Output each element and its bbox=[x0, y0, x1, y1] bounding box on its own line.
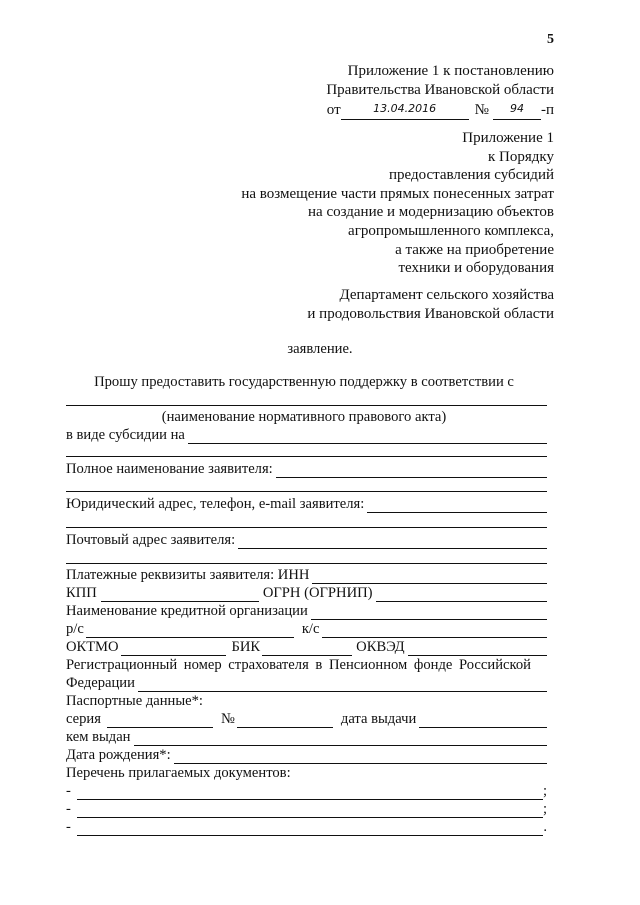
issue-date-field[interactable] bbox=[419, 714, 547, 728]
birth-date-field[interactable] bbox=[174, 750, 547, 764]
issue-date-label: дата выдачи bbox=[340, 711, 417, 727]
issued-by-line bbox=[66, 728, 547, 746]
annex-order-line: предоставления субсидий bbox=[388, 167, 554, 184]
document-item bbox=[66, 782, 547, 800]
legal-address-field[interactable] bbox=[367, 499, 547, 513]
annex-order bbox=[241, 129, 554, 278]
ogrn-label: ОГРН (ОГРНИП) bbox=[262, 585, 373, 601]
subsidy-label: в виде субсидии на bbox=[66, 427, 185, 443]
document-item-field[interactable] bbox=[77, 804, 543, 818]
series-field[interactable] bbox=[107, 714, 213, 728]
okved-field[interactable] bbox=[408, 642, 547, 656]
pension-reg-line2 bbox=[66, 674, 547, 692]
passport-series-line bbox=[66, 710, 547, 728]
addressee-line: Департамент сельского хозяйства bbox=[339, 287, 554, 303]
decree-number-value: 94 bbox=[509, 102, 524, 116]
document-item-field[interactable] bbox=[77, 822, 543, 836]
decree-date-number-line bbox=[326, 99, 554, 120]
decree-number-field bbox=[493, 99, 541, 120]
legal-address-label: Юридический адрес, телефон, e-mail заявителя: bbox=[66, 496, 365, 512]
passport-number-label: № bbox=[220, 711, 235, 727]
passport-label: Паспортные данные*: bbox=[66, 693, 203, 709]
corr-account-field[interactable] bbox=[322, 624, 547, 638]
decree-date-value: 13.04.2016 bbox=[373, 102, 437, 116]
kpp-field[interactable] bbox=[101, 588, 259, 602]
birth-date-line bbox=[66, 746, 547, 764]
act-caption: (наименование нормативного правового акта) bbox=[161, 409, 447, 425]
doc-title: заявление. bbox=[287, 341, 353, 357]
bank-label: Наименование кредитной организации bbox=[66, 603, 308, 619]
ogrn-field[interactable] bbox=[376, 588, 547, 602]
full-name-field[interactable] bbox=[276, 464, 547, 478]
postal-address-label: Почтовый адрес заявителя: bbox=[66, 532, 236, 548]
full-name-line bbox=[66, 460, 547, 478]
subsidy-line bbox=[66, 426, 547, 444]
document-item-dash: - bbox=[66, 783, 71, 799]
postal-address-field[interactable] bbox=[238, 535, 547, 549]
decree-date-field bbox=[341, 99, 469, 120]
document-item-dash: - bbox=[66, 819, 71, 835]
document-item bbox=[66, 800, 547, 818]
issued-by-label: кем выдан bbox=[66, 729, 131, 745]
document-item-dash: - bbox=[66, 801, 71, 817]
pension-reg-field[interactable] bbox=[138, 678, 547, 692]
documents-label: Перечень прилагаемых документов: bbox=[66, 765, 291, 781]
annex-decree-line2: Правительства Ивановской области bbox=[326, 81, 554, 98]
account-field[interactable] bbox=[86, 624, 294, 638]
annex-decree-line1: Приложение 1 к постановлению bbox=[347, 63, 554, 79]
subsidy-field-cont[interactable] bbox=[66, 456, 547, 457]
bik-label: БИК bbox=[231, 639, 261, 655]
inn-field[interactable] bbox=[312, 570, 547, 584]
document-item-end: ; bbox=[542, 801, 547, 817]
full-name-label: Полное наименование заявителя: bbox=[66, 461, 273, 477]
annex-order-line: на создание и модернизацию объектов bbox=[308, 204, 554, 221]
annex-decree bbox=[326, 62, 554, 120]
bank-line bbox=[66, 602, 547, 620]
pension-reg-label: Регистрационный номер страхователя в Пенсионном фонде Российской bbox=[66, 657, 531, 673]
documents-heading-line bbox=[66, 764, 547, 782]
series-label: серия bbox=[66, 711, 101, 727]
birth-date-label: Дата рождения*: bbox=[66, 747, 171, 763]
accounts-line bbox=[66, 620, 547, 638]
annex-order-line: на возмещение части прямых понесенных затрат bbox=[241, 185, 554, 202]
legal-address-field-cont[interactable] bbox=[66, 527, 547, 528]
postal-address-field-cont[interactable] bbox=[66, 563, 547, 564]
codes-line bbox=[66, 638, 547, 656]
document-item bbox=[66, 818, 547, 836]
passport-number-field[interactable] bbox=[237, 714, 333, 728]
full-name-field-cont[interactable] bbox=[66, 491, 547, 492]
addressee bbox=[307, 286, 554, 323]
bik-field[interactable] bbox=[262, 642, 352, 656]
pension-reg-label-cont: Федерации bbox=[66, 675, 135, 691]
annex-order-line: к Порядку bbox=[488, 148, 554, 165]
legal-address-line bbox=[66, 495, 547, 513]
postal-address-line bbox=[66, 531, 547, 549]
inn-line bbox=[66, 566, 547, 584]
account-label: р/с bbox=[66, 621, 84, 637]
annex-order-line: техники и оборудования bbox=[398, 260, 554, 277]
oktmo-label: ОКТМО bbox=[66, 639, 119, 655]
issued-by-field[interactable] bbox=[134, 732, 548, 746]
oktmo-field[interactable] bbox=[121, 642, 226, 656]
annex-order-line: а также на приобретение bbox=[395, 241, 554, 258]
act-name-field[interactable] bbox=[66, 405, 547, 406]
okved-label: ОКВЭД bbox=[356, 639, 405, 655]
addressee-line: и продовольствия Ивановской области bbox=[307, 305, 554, 322]
document-item-end: ; bbox=[542, 783, 547, 799]
number-label: № bbox=[474, 102, 489, 119]
payment-inn-label: Платежные реквизиты заявителя: ИНН bbox=[66, 567, 310, 583]
document-item-field[interactable] bbox=[77, 786, 543, 800]
passport-heading-line bbox=[66, 692, 547, 710]
pension-reg-line1 bbox=[66, 656, 547, 674]
bank-field[interactable] bbox=[311, 606, 547, 620]
corr-account-label: к/с bbox=[301, 621, 320, 637]
request-text: Прошу предоставить государственную поддержку в соответствии с bbox=[94, 374, 514, 390]
kpp-label: КПП bbox=[66, 585, 97, 601]
annex-order-line: Приложение 1 bbox=[462, 130, 554, 146]
page-number: 5 bbox=[547, 32, 554, 47]
date-prefix: от bbox=[326, 102, 341, 119]
subsidy-field[interactable] bbox=[188, 430, 547, 444]
number-suffix: -п bbox=[540, 102, 554, 119]
document-item-end: . bbox=[543, 819, 547, 835]
kpp-ogrn-line bbox=[66, 584, 547, 602]
annex-order-line: агропромышленного комплекса, bbox=[348, 222, 554, 239]
